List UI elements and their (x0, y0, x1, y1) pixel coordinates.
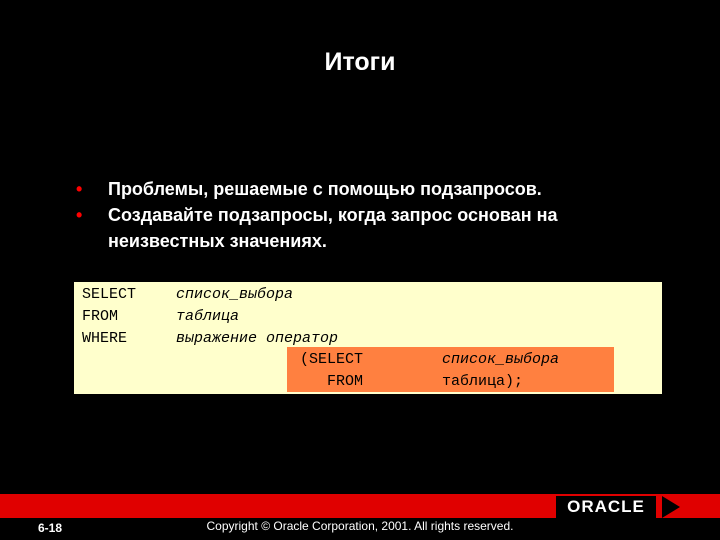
code-from-keyword: FROM (82, 308, 119, 325)
bullet-text: Проблемы, решаемые с помощью подзапросов. (108, 179, 542, 199)
slide-title: Итоги (324, 48, 396, 76)
bullet-list (68, 176, 668, 254)
code-subquery-from-value: таблица); (442, 373, 524, 390)
bullet-text: Создавайте подзапросы, когда запрос основан на неизвестных значениях. (108, 205, 558, 251)
code-subquery-select-keyword: (SELECT (300, 351, 364, 368)
copyright-text: Copyright © Oracle Corporation, 2001. All rights reserved. (206, 519, 514, 533)
play-icon (662, 496, 680, 518)
code-subquery-from-keyword: FROM (327, 373, 364, 390)
code-subquery-select-value: список_выбора (442, 351, 560, 368)
bullet-item (68, 202, 668, 254)
bullet-dot-icon: • (76, 205, 83, 225)
code-select-value: список_выбора (176, 286, 294, 303)
code-where-value: выражение оператор (176, 330, 339, 347)
bullet-item (68, 176, 668, 202)
slide-number: 6-18 (38, 521, 63, 535)
code-where-keyword: WHERE (82, 330, 128, 347)
code-select-keyword: SELECT (82, 286, 137, 303)
code-from-value: таблица (176, 308, 240, 325)
oracle-logo: ORACLE (556, 496, 656, 518)
bullet-dot-icon: • (76, 179, 83, 199)
